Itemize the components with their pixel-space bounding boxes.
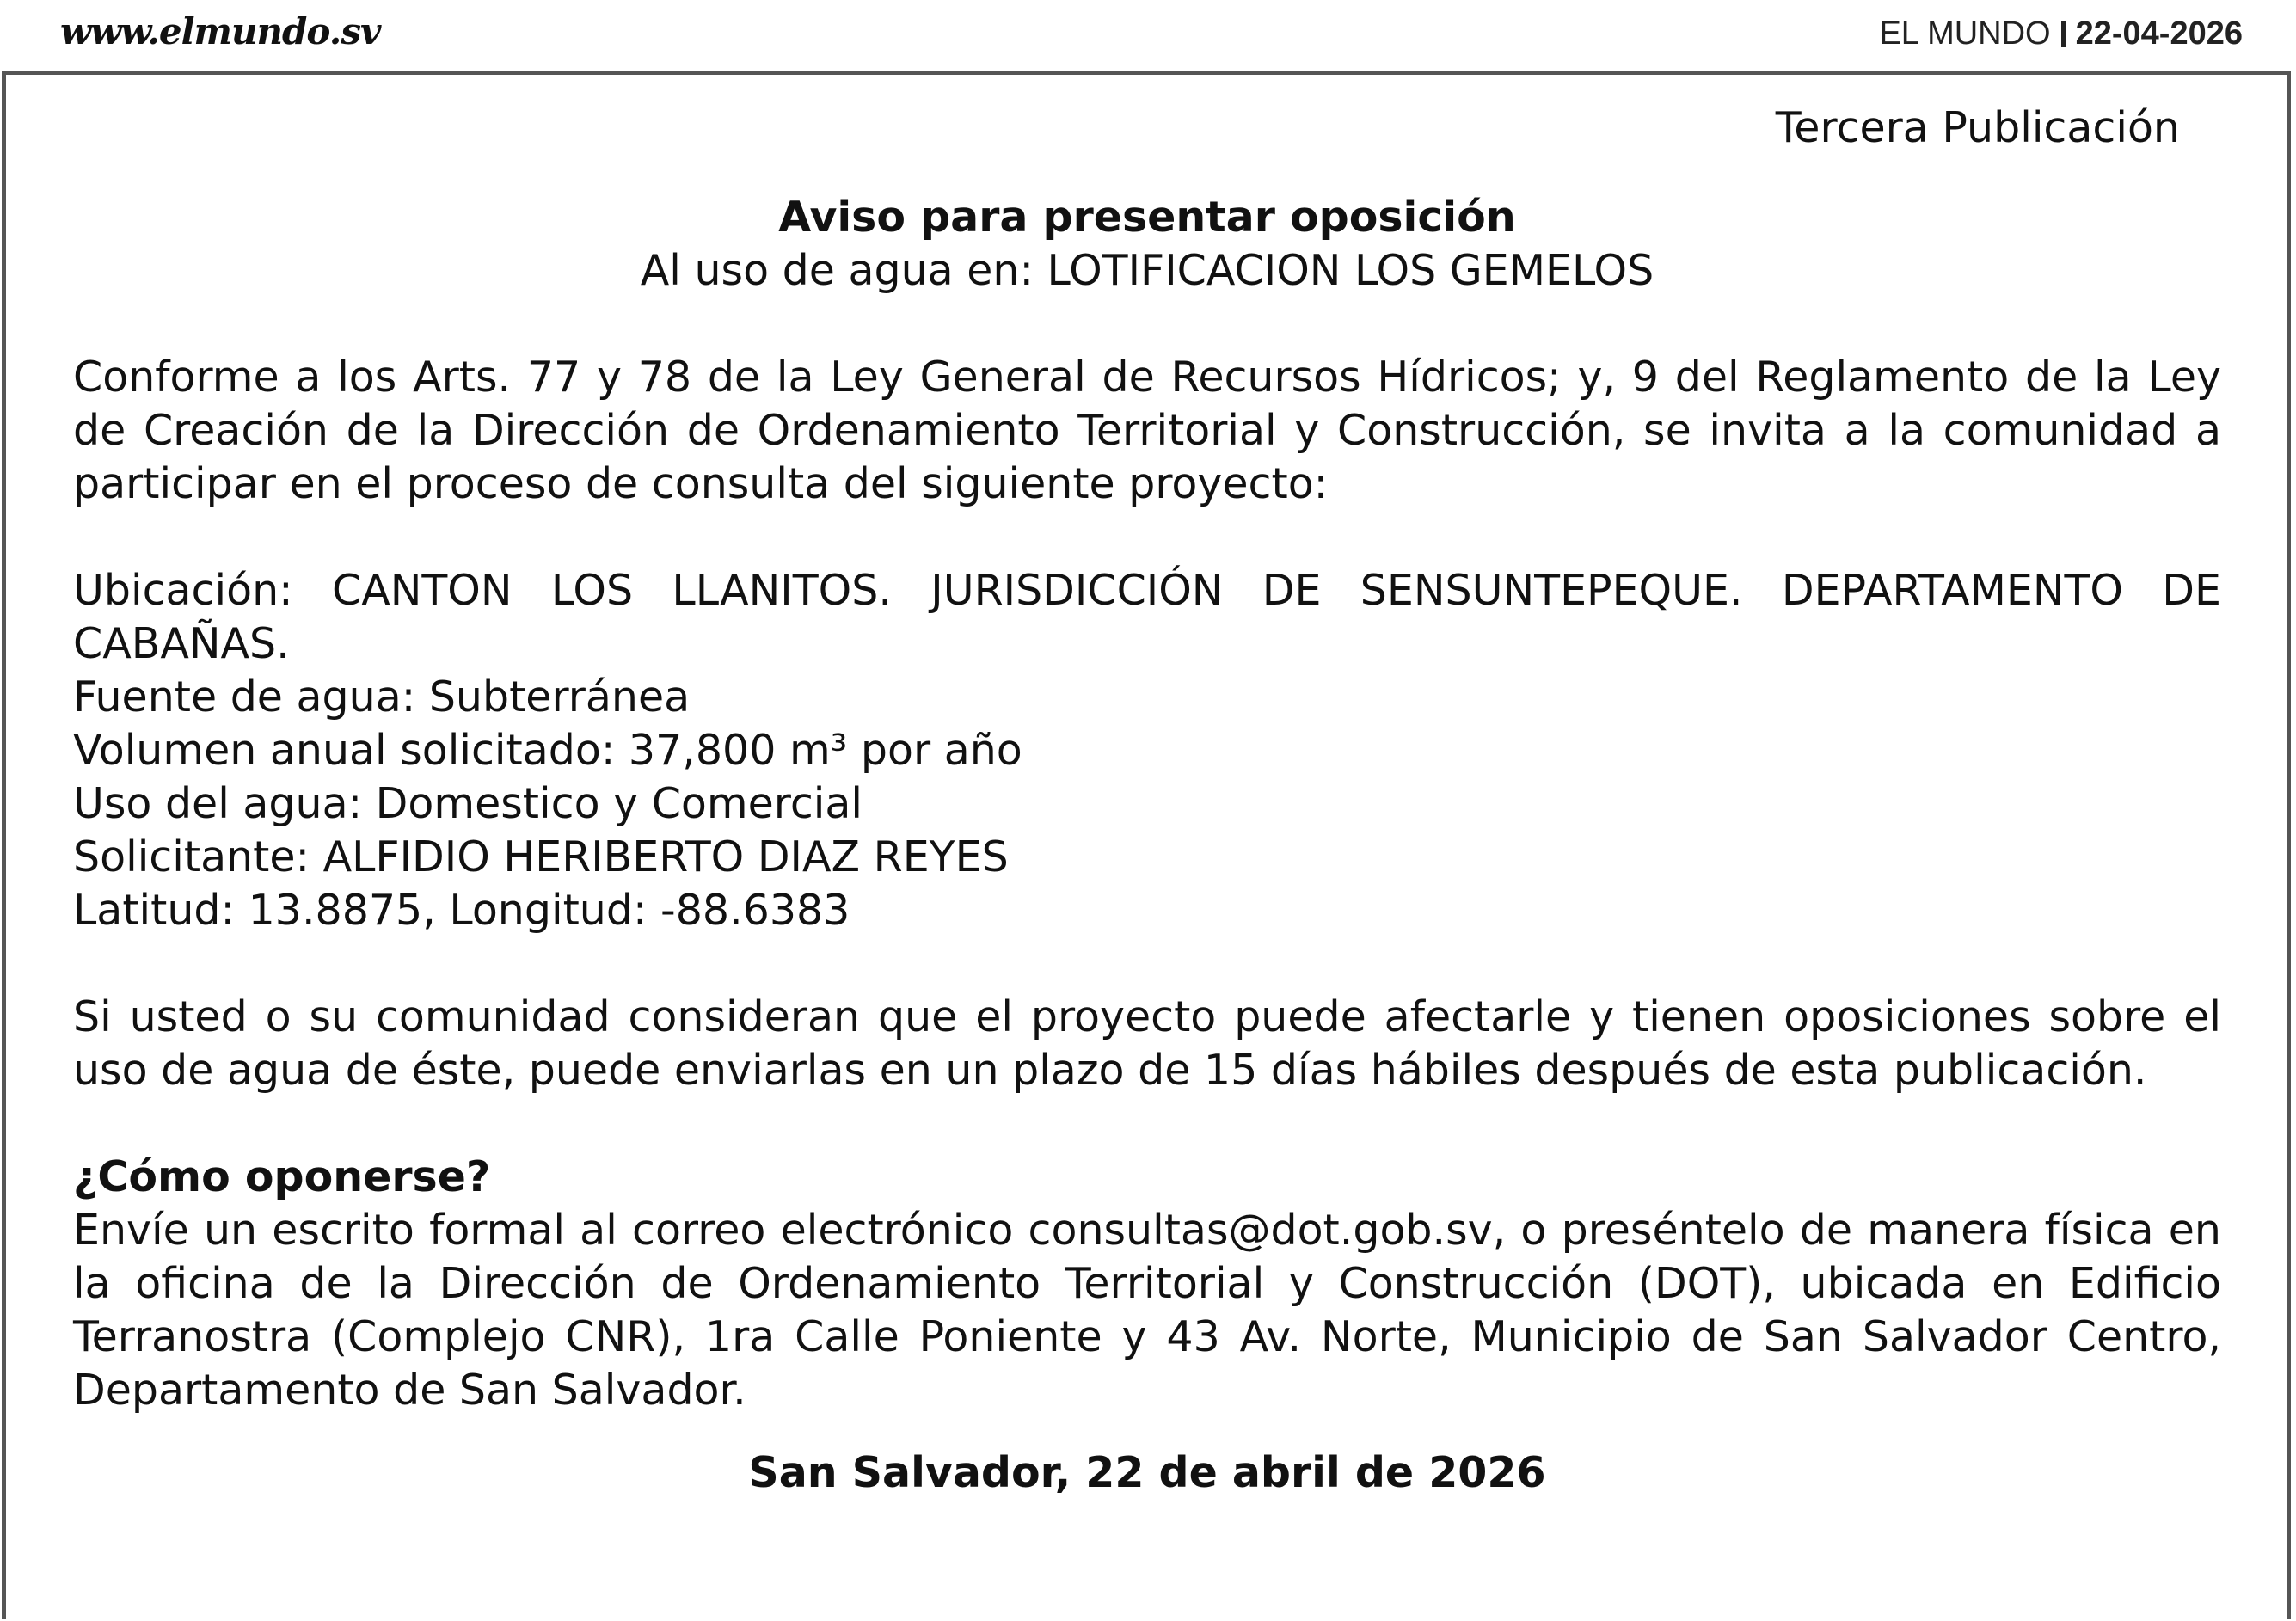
location-line: Ubicación: CANTON LOS LLANITOS. JURISDICCIÓN DE SENSUNTEPEQUE. DEPARTAMENTO DE CABAÑAS. — [73, 566, 2221, 668]
paper-name: EL MUNDO — [1879, 15, 2051, 52]
notice-subtitle: Al uso de agua en: LOTIFICACION LOS GEMELOS — [640, 246, 1654, 295]
water-use: Uso del agua: Domestico y Comercial — [73, 779, 863, 828]
closing-line: San Salvador, 22 de abril de 2026 — [748, 1448, 1546, 1497]
page-header — [0, 0, 2296, 71]
how-to-oppose-body: Envíe un escrito formal al correo electrónico consultas@dot.gob.sv, o preséntelo de manera física en la oficina de la Dirección de Ordenamiento Territorial y Construcción (DOT), ubicada en Edificio Terranostra (Complejo CNR), 1ra Calle Poniente y 43 Av. Norte, Municipio de San Salvador Centro, Departamento de San Salvador. — [73, 1206, 2221, 1415]
publication-label: Tercera Publicación — [1775, 103, 2180, 152]
separator — [2061, 21, 2066, 47]
coordinates: Latitud: 13.8875, Longitud: -88.6383 — [73, 886, 850, 935]
site-url[interactable]: www.elmundo.sv — [60, 10, 381, 52]
how-to-oppose-heading: ¿Cómo oponerse? — [73, 1152, 491, 1201]
issue-info — [1879, 15, 2243, 52]
notice-title: Aviso para presentar oposición — [778, 193, 1516, 242]
intro-paragraph: Conforme a los Arts. 77 y 78 de la Ley General de Recursos Hídricos; y, 9 del Reglamento de la Ley de Creación de la Dirección de Ordenamiento Territorial y Construcción, se invita a la comunidad a participar en el proceso de consulta del siguiente proyecto: — [73, 353, 2221, 508]
notice-content — [73, 71, 2221, 1500]
annual-volume: Volumen anual solicitado: 37,800 m³ por año — [73, 726, 1022, 775]
water-source: Fuente de agua: Subterránea — [73, 672, 691, 721]
applicant: Solicitante: ALFIDIO HERIBERTO DIAZ REYES — [73, 832, 1009, 881]
issue-date: 22-04-2026 — [2075, 15, 2243, 52]
deadline-paragraph: Si usted o su comunidad consideran que el proyecto puede afectarle y tienen oposiciones sobre el uso de agua de éste, puede enviarlas en un plazo de 15 días hábiles después de esta publicación. — [73, 992, 2221, 1095]
